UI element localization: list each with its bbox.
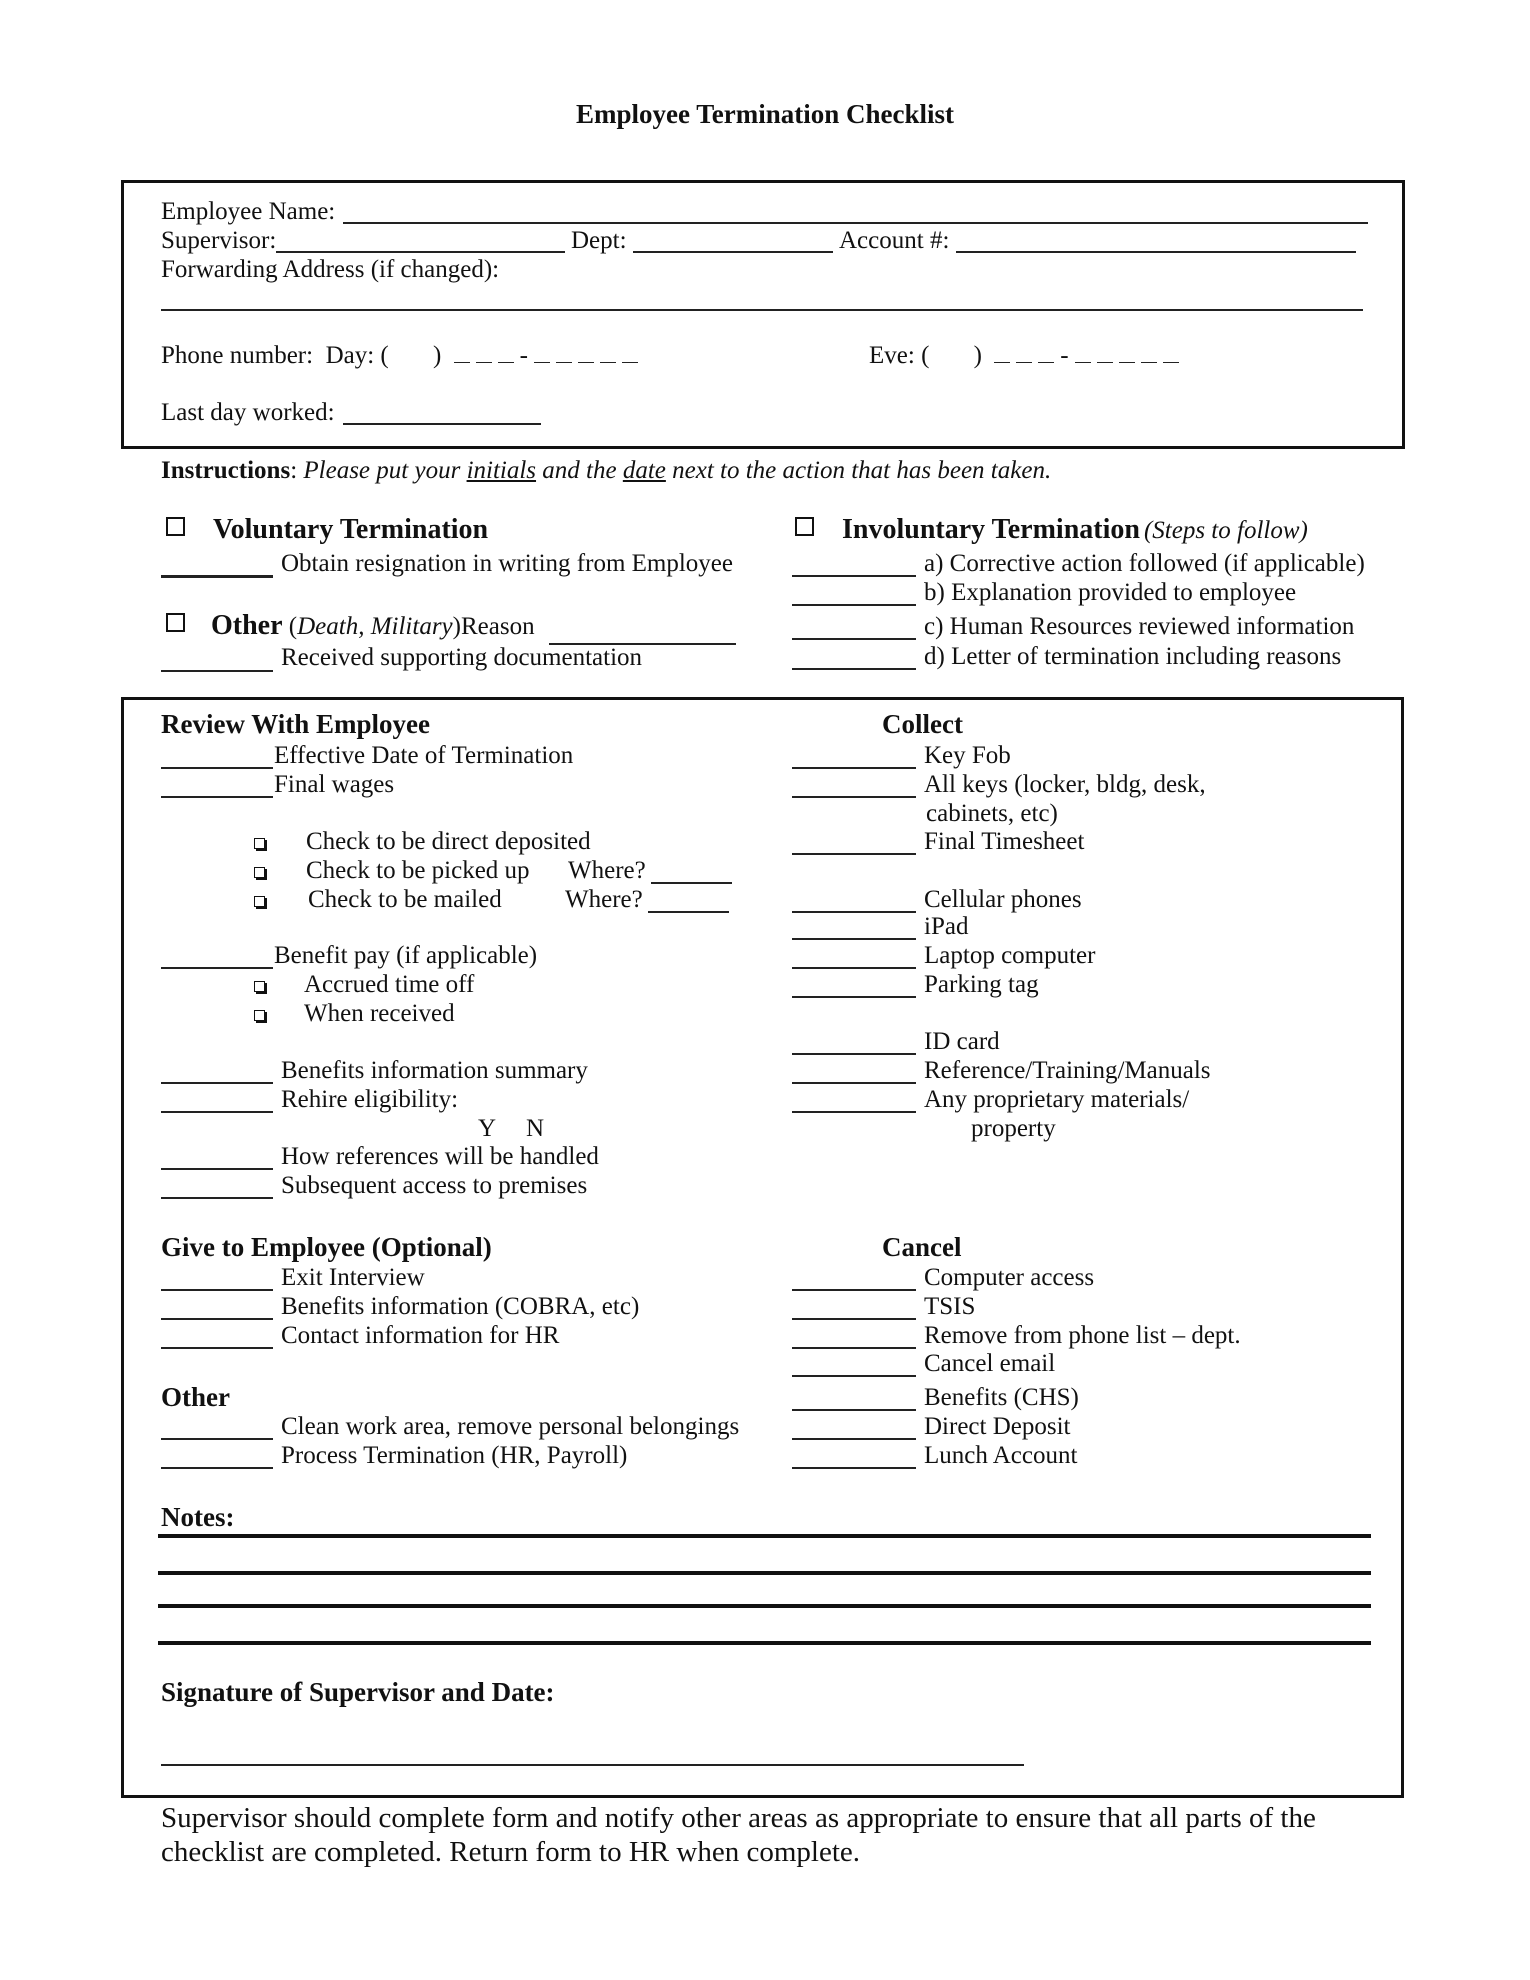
involuntary-step-initials-field[interactable] xyxy=(792,604,916,606)
collect-item-initials-field[interactable] xyxy=(792,911,916,913)
collect-item-label: Final Timesheet xyxy=(924,828,1085,855)
account-field[interactable] xyxy=(956,251,1356,253)
last-day-field[interactable] xyxy=(343,423,541,425)
page-title: Employee Termination Checklist xyxy=(575,99,954,129)
voluntary-checkbox[interactable] xyxy=(166,517,185,541)
phone-day-digit[interactable] xyxy=(498,344,514,363)
dept-field[interactable] xyxy=(633,251,833,253)
phone-day-close-paren: ) xyxy=(433,342,442,369)
accrued-time-label: Accrued time off xyxy=(304,971,475,998)
cancel-item-initials-field[interactable] xyxy=(792,1438,916,1440)
collect-item-initials-field[interactable] xyxy=(792,1053,916,1055)
phone-day-label: Day: ( xyxy=(325,342,389,369)
collect-item-label: Key Fob xyxy=(924,742,1011,769)
collect-item-label: cabinets, etc) xyxy=(926,800,1058,827)
instructions-text-2: and the xyxy=(536,457,623,484)
instructions-initials: initials xyxy=(466,457,537,484)
phone-day-row xyxy=(161,341,644,370)
mailed-where-label: Where? xyxy=(565,886,643,913)
cancel-item-label: Computer access xyxy=(924,1264,1095,1291)
collect-heading: Collect xyxy=(882,709,963,739)
cancel-item-initials-field[interactable] xyxy=(792,1375,916,1377)
phone-day-digit[interactable] xyxy=(534,344,550,363)
picked-up-where-label: Where? xyxy=(568,857,646,884)
signature-field[interactable] xyxy=(161,1764,1024,1766)
collect-item-initials-field[interactable] xyxy=(792,996,916,998)
phone-eve-digit[interactable] xyxy=(1119,344,1135,363)
rehire-yes-option[interactable]: Y xyxy=(478,1115,497,1142)
checkbox-icon xyxy=(166,517,185,536)
cancel-item-label: Direct Deposit xyxy=(924,1413,1071,1440)
forwarding-address-label: Forwarding Address (if changed): xyxy=(161,256,500,283)
phone-eve-digit[interactable] xyxy=(1038,344,1054,363)
instructions-label: Instructions xyxy=(161,457,291,484)
collect-item-label: ID card xyxy=(924,1028,1000,1055)
benefit-pay-initials-field[interactable] xyxy=(161,967,273,969)
phone-day-digit[interactable] xyxy=(556,344,572,363)
effective-date-label: Effective Date of Termination xyxy=(274,742,574,769)
dept-label: Dept: xyxy=(571,227,627,254)
cancel-item-initials-field[interactable] xyxy=(792,1347,916,1349)
phone-eve-row xyxy=(869,341,1185,370)
phone-label: Phone number: xyxy=(161,342,314,369)
footer-line-1: Supervisor should complete form and notify other areas as appropriate to ensure that all parts of the xyxy=(161,1802,1316,1834)
involuntary-step-initials-field[interactable] xyxy=(792,638,916,640)
collect-item-initials-field[interactable] xyxy=(792,938,916,940)
collect-item-label: All keys (locker, bldg, desk, xyxy=(924,771,1206,798)
instructions xyxy=(161,456,1051,485)
give-to-employee-heading: Give to Employee (Optional) xyxy=(161,1232,492,1262)
involuntary-step-initials-field[interactable] xyxy=(792,575,916,577)
other-item: Received supporting documentation xyxy=(281,644,643,671)
benefits-summary-initials-field[interactable] xyxy=(161,1082,273,1084)
collect-item-initials-field[interactable] xyxy=(792,967,916,969)
access-label: Subsequent access to premises xyxy=(281,1172,588,1199)
account-label: Account #: xyxy=(839,227,950,254)
phone-eve-digit[interactable] xyxy=(1163,344,1179,363)
collect-item-label: Cellular phones xyxy=(924,886,1082,913)
cancel-item-initials-field[interactable] xyxy=(792,1409,916,1411)
other-reason-label: Reason xyxy=(460,613,535,640)
references-label: How references will be handled xyxy=(281,1143,599,1170)
other-section-heading: Other xyxy=(161,1382,230,1412)
mailed-where-field[interactable] xyxy=(648,911,729,913)
benefit-pay-label: Benefit pay (if applicable) xyxy=(274,942,538,969)
notes-line[interactable] xyxy=(158,1604,1371,1608)
give-item-initials-field[interactable] xyxy=(161,1289,273,1291)
effective-date-initials-field[interactable] xyxy=(161,767,273,769)
checkbox-icon xyxy=(166,613,185,632)
rehire-label: Rehire eligibility: xyxy=(281,1086,459,1113)
involuntary-step-label: a) Corrective action followed (if applicable) xyxy=(924,550,1365,577)
involuntary-heading: Involuntary Termination xyxy=(842,514,1140,545)
involuntary-note: (Steps to follow) xyxy=(1143,517,1308,544)
cancel-item-initials-field[interactable] xyxy=(792,1467,916,1469)
checkbox-icon xyxy=(795,517,814,536)
phone-eve-separator: - xyxy=(1060,342,1069,369)
collect-item-label: property xyxy=(971,1115,1056,1142)
collect-item-label: iPad xyxy=(924,913,969,940)
collect-item-label: Reference/Training/Manuals xyxy=(924,1057,1211,1084)
involuntary-step-initials-field[interactable] xyxy=(792,668,916,670)
cancel-item-label: Benefits (CHS) xyxy=(924,1384,1079,1411)
supervisor-label: Supervisor: xyxy=(161,227,277,254)
employee-name-row xyxy=(161,197,335,226)
check-direct-deposit-label: Check to be direct deposited xyxy=(306,828,591,855)
collect-item-initials-field[interactable] xyxy=(792,1111,916,1113)
signature-label: Signature of Supervisor and Date: xyxy=(161,1677,555,1707)
when-received-label: When received xyxy=(304,1000,455,1027)
involuntary-step-label: b) Explanation provided to employee xyxy=(924,579,1297,606)
forwarding-address-field[interactable] xyxy=(161,309,1363,311)
cancel-item-label: TSIS xyxy=(924,1293,976,1320)
checkbox-icon xyxy=(254,981,265,992)
phone-day-digit[interactable] xyxy=(476,344,492,363)
notes-line[interactable] xyxy=(158,1534,1371,1538)
access-initials-field[interactable] xyxy=(161,1197,273,1199)
employee-name-label: Employee Name: xyxy=(161,198,336,225)
picked-up-checkbox[interactable] xyxy=(254,865,265,883)
cancel-item-label: Remove from phone list – dept. xyxy=(924,1322,1241,1349)
accrued-time-checkbox[interactable] xyxy=(254,979,265,997)
cancel-item-label: Cancel email xyxy=(924,1350,1056,1377)
involuntary-heading-row xyxy=(842,514,1308,546)
phone-day-separator: - xyxy=(519,342,528,369)
footer-line-2: checklist are completed. Return form to HR when complete. xyxy=(161,1836,861,1868)
involuntary-step-label: c) Human Resources reviewed information xyxy=(924,613,1355,640)
collect-item-initials-field[interactable] xyxy=(792,767,916,769)
direct-deposit-checkbox[interactable] xyxy=(254,836,265,854)
other-note-close: ) xyxy=(452,613,461,640)
cancel-item-label: Lunch Account xyxy=(924,1442,1078,1469)
give-item-label: Exit Interview xyxy=(281,1264,425,1291)
collect-item-label: Parking tag xyxy=(924,971,1039,998)
give-item-label: Contact information for HR xyxy=(281,1322,560,1349)
other-termination-row xyxy=(211,610,535,642)
employee-name-field[interactable] xyxy=(343,222,1368,224)
involuntary-step-label: d) Letter of termination including reasons xyxy=(924,643,1342,670)
voluntary-initials-field[interactable] xyxy=(161,575,273,578)
phone-eve-digit[interactable] xyxy=(1016,344,1032,363)
benefits-summary-label: Benefits information summary xyxy=(281,1057,588,1084)
cancel-heading: Cancel xyxy=(882,1232,962,1262)
notes-line[interactable] xyxy=(158,1641,1371,1645)
review-heading: Review With Employee xyxy=(161,709,430,739)
supervisor-field[interactable] xyxy=(276,251,565,253)
voluntary-item: Obtain resignation in writing from Employee xyxy=(281,550,733,577)
phone-eve-label: Eve: ( xyxy=(869,342,930,369)
phone-eve-close-paren: ) xyxy=(973,342,982,369)
instructions-date: date xyxy=(622,457,666,484)
phone-eve-digit[interactable] xyxy=(994,344,1010,363)
instructions-colon: : xyxy=(290,457,298,484)
other-item-initials-field[interactable] xyxy=(161,1438,273,1440)
other-checkbox[interactable] xyxy=(166,613,185,637)
other-note: Death, Military xyxy=(297,613,453,640)
last-day-label: Last day worked: xyxy=(161,399,335,426)
instructions-text-1: Please put your xyxy=(297,457,467,484)
other-note-open: ( xyxy=(288,613,298,640)
phone-day-digit[interactable] xyxy=(454,344,470,363)
collect-item-initials-field[interactable] xyxy=(792,853,916,855)
picked-up-where-field[interactable] xyxy=(651,882,732,884)
references-initials-field[interactable] xyxy=(161,1168,273,1170)
notes-line[interactable] xyxy=(158,1571,1371,1575)
check-picked-up-label: Check to be picked up xyxy=(306,857,530,884)
phone-eve-digit[interactable] xyxy=(1097,344,1113,363)
other-item-initials-field[interactable] xyxy=(161,1467,273,1469)
checkbox-icon xyxy=(254,896,265,907)
phone-day-digit[interactable] xyxy=(578,344,594,363)
phone-day-digit[interactable] xyxy=(622,344,638,363)
when-received-checkbox[interactable] xyxy=(254,1008,265,1026)
cancel-item-initials-field[interactable] xyxy=(792,1289,916,1291)
final-wages-initials-field[interactable] xyxy=(161,796,273,798)
check-mailed-label: Check to be mailed xyxy=(308,886,502,913)
other-initials-field[interactable] xyxy=(161,670,273,672)
collect-item-label: Any proprietary materials/ xyxy=(924,1086,1190,1113)
voluntary-heading: Voluntary Termination xyxy=(213,514,489,545)
other-item-label: Process Termination (HR, Payroll) xyxy=(281,1442,628,1469)
rehire-no-option[interactable]: N xyxy=(526,1115,545,1142)
involuntary-checkbox[interactable] xyxy=(795,517,814,541)
checkbox-icon xyxy=(254,1010,265,1021)
rehire-initials-field[interactable] xyxy=(161,1111,273,1113)
give-item-initials-field[interactable] xyxy=(161,1347,273,1349)
final-wages-label: Final wages xyxy=(274,771,395,798)
cancel-item-initials-field[interactable] xyxy=(792,1318,916,1320)
collect-item-label: Laptop computer xyxy=(924,942,1096,969)
instructions-text-3: next to the action that has been taken. xyxy=(665,457,1052,484)
other-heading: Other xyxy=(211,610,283,641)
give-item-initials-field[interactable] xyxy=(161,1318,273,1320)
phone-eve-digit[interactable] xyxy=(1075,344,1091,363)
checkbox-icon xyxy=(254,867,265,878)
checkbox-icon xyxy=(254,838,265,849)
notes-label: Notes: xyxy=(161,1502,235,1532)
mailed-checkbox[interactable] xyxy=(254,894,265,912)
other-item-label: Clean work area, remove personal belongings xyxy=(281,1413,740,1440)
collect-item-initials-field[interactable] xyxy=(792,796,916,798)
give-item-label: Benefits information (COBRA, etc) xyxy=(281,1293,640,1320)
collect-item-initials-field[interactable] xyxy=(792,1082,916,1084)
phone-eve-digit[interactable] xyxy=(1141,344,1157,363)
phone-day-digit[interactable] xyxy=(600,344,616,363)
